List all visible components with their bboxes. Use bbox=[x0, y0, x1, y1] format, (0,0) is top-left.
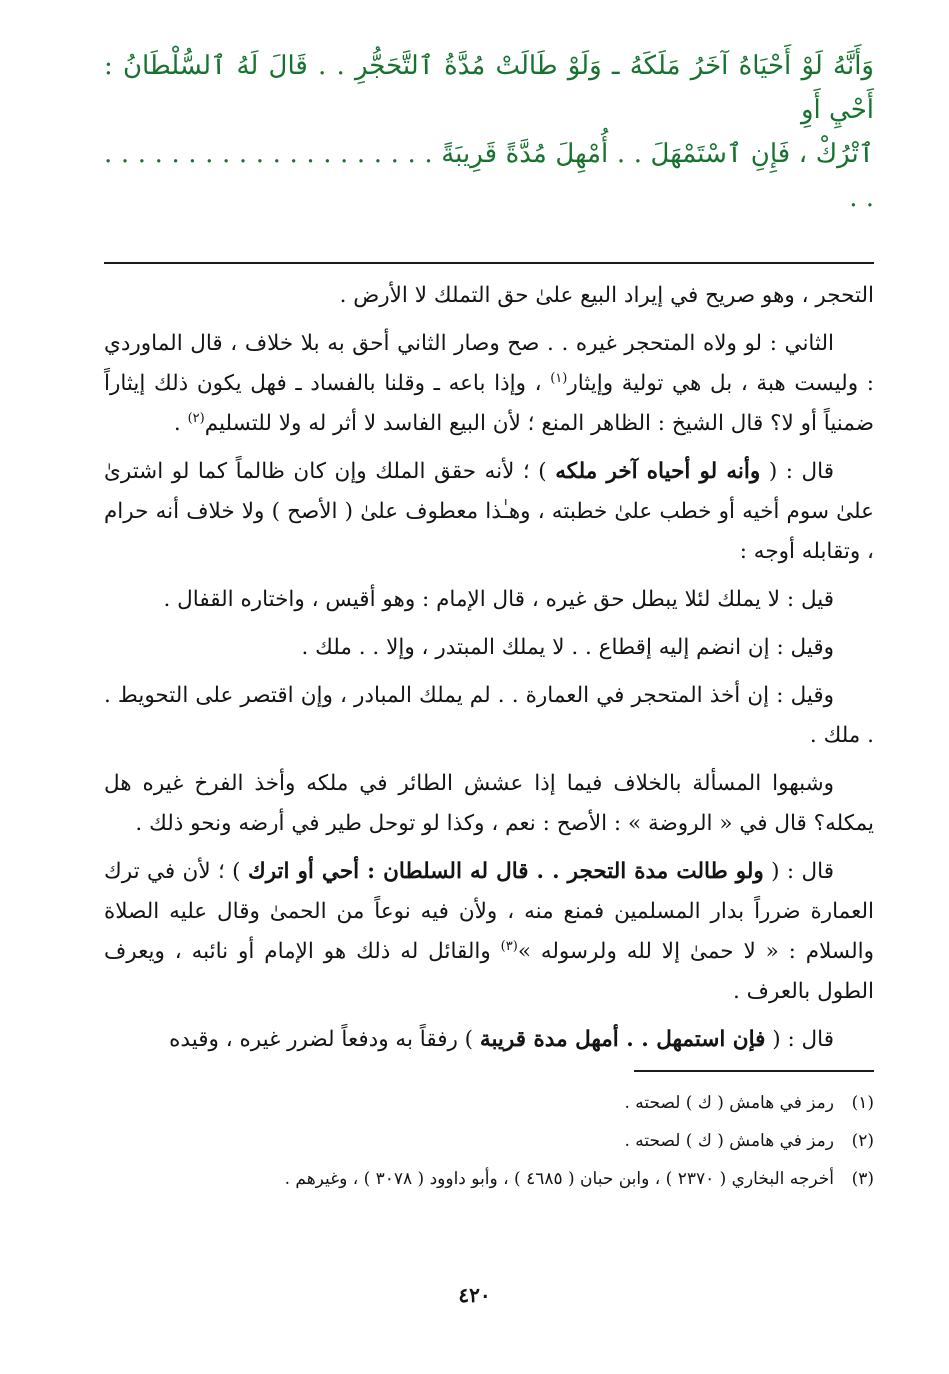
commentary-text: وقيل : إن أخذ المتحجر في العمارة . . لم يملك المبادر ، وإن اقتصر على التحويط . . ملك . bbox=[104, 683, 874, 748]
commentary-text: الثاني : لو ولاه المتحجر غيره . . صح وصار الثاني أحق به بلا خلاف ، قال الماوردي : وليست هبة ، بل هي تولية وإيثار bbox=[104, 331, 874, 396]
footnote-divider bbox=[634, 1070, 874, 1072]
commentary-text: قال : ( bbox=[765, 1027, 834, 1052]
page-number: ٤٢٠ bbox=[458, 1283, 491, 1307]
commentary-text: وشبهوا المسألة بالخلاف فيما إذا عشش الطائر في ملكه وأخذ الفرخ غيره هل يمكله؟ قال في « الروضة » : الأصح : نعم ، وكذا لو توحل طير في أرضه ونحو ذلك . bbox=[104, 771, 874, 836]
commentary-text: والقائل له ذلك هو الإمام أو نائبه ، ويعرف الطول بالعرف . bbox=[104, 939, 874, 1004]
commentary-text: ) رفقاً به ودفعاً لضرر غيره ، وقيده bbox=[169, 1027, 480, 1052]
commentary-text: التحجر ، وهو صريح في إيراد البيع علىٰ حق التملك لا الأرض . bbox=[339, 283, 874, 308]
commentary-paragraph bbox=[104, 1020, 874, 1060]
matn-line: وَأَنَّهُ لَوْ أَحْيَاهُ آخَرُ مَلَكَهُ ـ وَلَوْ طَالَتْ مُدَّةُ ٱلتَّحَجُّرِ . . قَالَ لَهُ ٱلسُّلْطَانُ : أَحْيِ أَوِ bbox=[104, 51, 874, 125]
top-divider bbox=[104, 262, 874, 264]
commentary-text: . bbox=[173, 411, 188, 436]
commentary-text: ، وإذا باعه ـ وقلنا بالفساد ـ فهل يكون ذلك إيثاراً ضمنياً أو لا؟ قال الشيخ : الظاهر المنع ؛ لأن البيع الفاسد لا أثر له ولا للتسليم bbox=[104, 371, 874, 436]
footnote-ref: (٢) bbox=[187, 411, 205, 426]
footnote-text: رمز في هامش ( ك ) لصحته . bbox=[624, 1131, 834, 1151]
commentary-paragraph bbox=[104, 852, 874, 1012]
commentary-paragraph bbox=[104, 580, 874, 620]
commentary-text: قال : ( bbox=[763, 859, 834, 884]
footnote-number: (٣) bbox=[851, 1169, 874, 1189]
commentary-paragraph bbox=[104, 764, 874, 844]
footnote bbox=[104, 1122, 874, 1160]
commentary-paragraph bbox=[104, 276, 874, 316]
commentary-paragraph bbox=[104, 452, 874, 572]
footnote-text: أخرجه البخاري ( ٢٣٧٠ ) ، وابن حبان ( ٤٦٨٥ ) ، وأبو داوود ( ٣٠٧٨ ) ، وغيرهم . bbox=[284, 1169, 834, 1189]
matn-line: ٱتْرُكْ ، فَإِنِ ٱسْتَمْهَلَ . . أُمْهِلَ مُدَّةً قَرِيبَةً . . . . . . . . . . . . . . . . . . . . . . bbox=[104, 139, 874, 213]
footnotes bbox=[104, 1084, 874, 1198]
page-content bbox=[104, 44, 874, 1198]
footnote-ref: (٣) bbox=[500, 939, 518, 954]
footnote bbox=[104, 1084, 874, 1122]
footnote-number: (٢) bbox=[851, 1131, 874, 1151]
commentary-text: قال : ( bbox=[760, 459, 834, 484]
commentary-text: وقيل : إن انضم إليه إقطاع . . لا يملك المبتدر ، وإلا . . ملك . bbox=[301, 635, 834, 660]
matn-text bbox=[104, 44, 874, 220]
commentary-text: ) ؛ لأنه حقق الملك وإن كان ظالماً كما لو اشترىٰ علىٰ سوم أخيه أو خطب علىٰ خطبته ، وهـٰذا معطوف علىٰ ( الأصح ) ولا خلاف أنه حرام ، وتقابله أوجه : bbox=[104, 459, 874, 564]
commentary-text: ) ؛ لأن في ترك العمارة ضرراً بدار المسلمين فمنع منه ، ولأن فيه نوعاً من الحمىٰ وقال عليه الصلاة والسلام : « لا حمىٰ إلا لله ولرسوله » bbox=[104, 859, 874, 964]
commentary-body bbox=[104, 276, 874, 1060]
footnote-text: رمز في هامش ( ك ) لصحته . bbox=[624, 1093, 834, 1113]
commentary-paragraph bbox=[104, 628, 874, 668]
commentary-paragraph bbox=[104, 676, 874, 756]
footnote-ref: (١) bbox=[550, 371, 568, 386]
footnote bbox=[104, 1160, 874, 1198]
quoted-matn: فإن استمهل . . أمهل مدة قريبة bbox=[479, 1027, 766, 1052]
commentary-paragraph bbox=[104, 324, 874, 444]
commentary-text: قيل : لا يملك لئلا يبطل حق غيره ، قال الإمام : وهو أقيس ، واختاره القفال . bbox=[163, 587, 834, 612]
quoted-matn: ولو طالت مدة التحجر . . قال له السلطان : أحي أو اترك bbox=[247, 859, 764, 884]
quoted-matn: وأنه لو أحياه آخر ملكه bbox=[555, 459, 761, 484]
footnote-number: (١) bbox=[851, 1093, 874, 1113]
